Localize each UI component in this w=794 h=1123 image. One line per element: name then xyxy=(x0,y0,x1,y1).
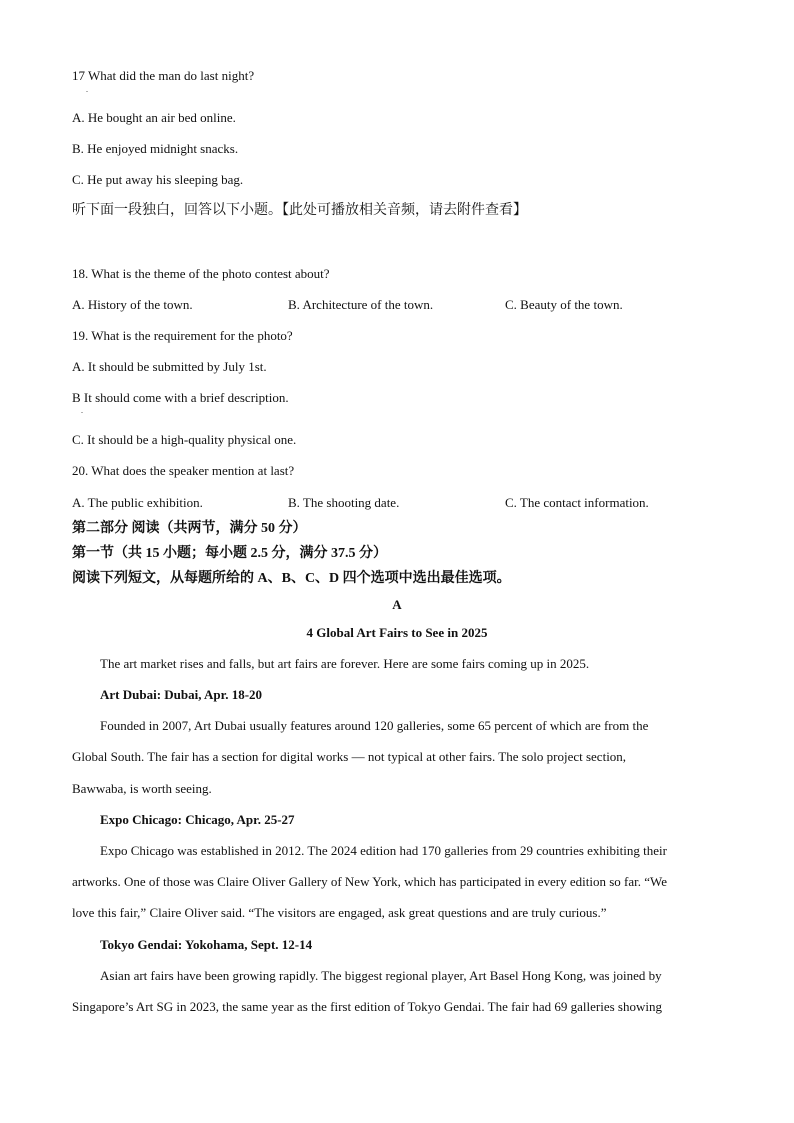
q20-option-b: B. The shooting date. xyxy=(288,495,400,510)
passage-title: 4 Global Art Fairs to See in 2025 xyxy=(306,625,488,640)
q19-option-c: C. It should be a high-quality physical one. xyxy=(72,432,297,447)
q17-option-c: C. He put away his sleeping bag. xyxy=(72,172,244,187)
paragraph-line: Expo Chicago was established in 2012. The 2024 edition had 170 galleries from 29 countries exhibiting their xyxy=(100,843,667,858)
paragraph-line: Bawwaba, is worth seeing. xyxy=(72,781,212,796)
q18-option-b: B. Architecture of the town. xyxy=(288,297,434,312)
fair-heading-tokyo-gendai: Tokyo Gendai: Yokohama, Sept. 12-14 xyxy=(100,937,313,952)
paragraph-line: artworks. One of those was Claire Oliver Gallery of New York, which has participated in every edition so far. “We xyxy=(72,874,667,889)
q20-option-a: A. The public exhibition. xyxy=(72,495,203,510)
paragraph-line: Founded in 2007, Art Dubai usually features around 120 galleries, some 65 percent of which are from the xyxy=(100,718,649,733)
question-17: 17 What did the man do last night? xyxy=(72,68,255,83)
question-18: 18. What is the theme of the photo contest about? xyxy=(72,266,330,281)
paragraph-line: Global South. The fair has a section for digital works — not typical at other fairs. The solo project section, xyxy=(72,749,627,764)
question-19: 19. What is the requirement for the photo? xyxy=(72,328,293,343)
paragraph-line: Singapore’s Art SG in 2023, the same year as the first edition of Tokyo Gendai. The fair had 69 galleries showing xyxy=(72,999,662,1014)
mark-dot: . xyxy=(81,406,83,415)
q20-option-c: C. The contact information. xyxy=(505,495,649,510)
q19-option-a: A. It should be submitted by July 1st. xyxy=(72,359,267,374)
fair-heading-art-dubai: Art Dubai: Dubai, Apr. 18-20 xyxy=(100,687,263,702)
paragraph-line: love this fair,” Claire Oliver said. “The visitors are engaged, ask great questions and are truly curious.” xyxy=(72,905,607,920)
q17-option-a: A. He bought an air bed online. xyxy=(72,110,236,125)
fair-heading-expo-chicago: Expo Chicago: Chicago, Apr. 25-27 xyxy=(100,812,295,827)
paragraph-line: Asian art fairs have been growing rapidly. The biggest regional player, Art Basel Hong Kong, was joined by xyxy=(100,968,662,983)
q18-option-c: C. Beauty of the town. xyxy=(505,297,623,312)
part-heading: 第二部分 阅读（共两节，满分 50 分） xyxy=(72,521,307,536)
mark-dot: . xyxy=(86,85,88,94)
q19-option-b: B It should come with a brief description. xyxy=(72,390,289,405)
passage-letter: A xyxy=(392,597,402,612)
passage-intro: The art market rises and falls, but art fairs are forever. Here are some fairs coming up in 2025. xyxy=(100,656,590,671)
question-20: 20. What does the speaker mention at last? xyxy=(72,463,295,478)
reading-instruction: 阅读下列短文，从每题所给的 A、B、C、D 四个选项中选出最佳选项。 xyxy=(72,571,511,586)
q18-option-a: A. History of the town. xyxy=(72,297,193,312)
monologue-instruction: 听下面一段独白，回答以下小题。【此处可播放相关音频，请去附件查看】 xyxy=(72,203,527,218)
section-heading: 第一节（共 15 小题；每小题 2.5 分，满分 37.5 分） xyxy=(72,546,387,561)
q17-option-b: B. He enjoyed midnight snacks. xyxy=(72,141,239,156)
